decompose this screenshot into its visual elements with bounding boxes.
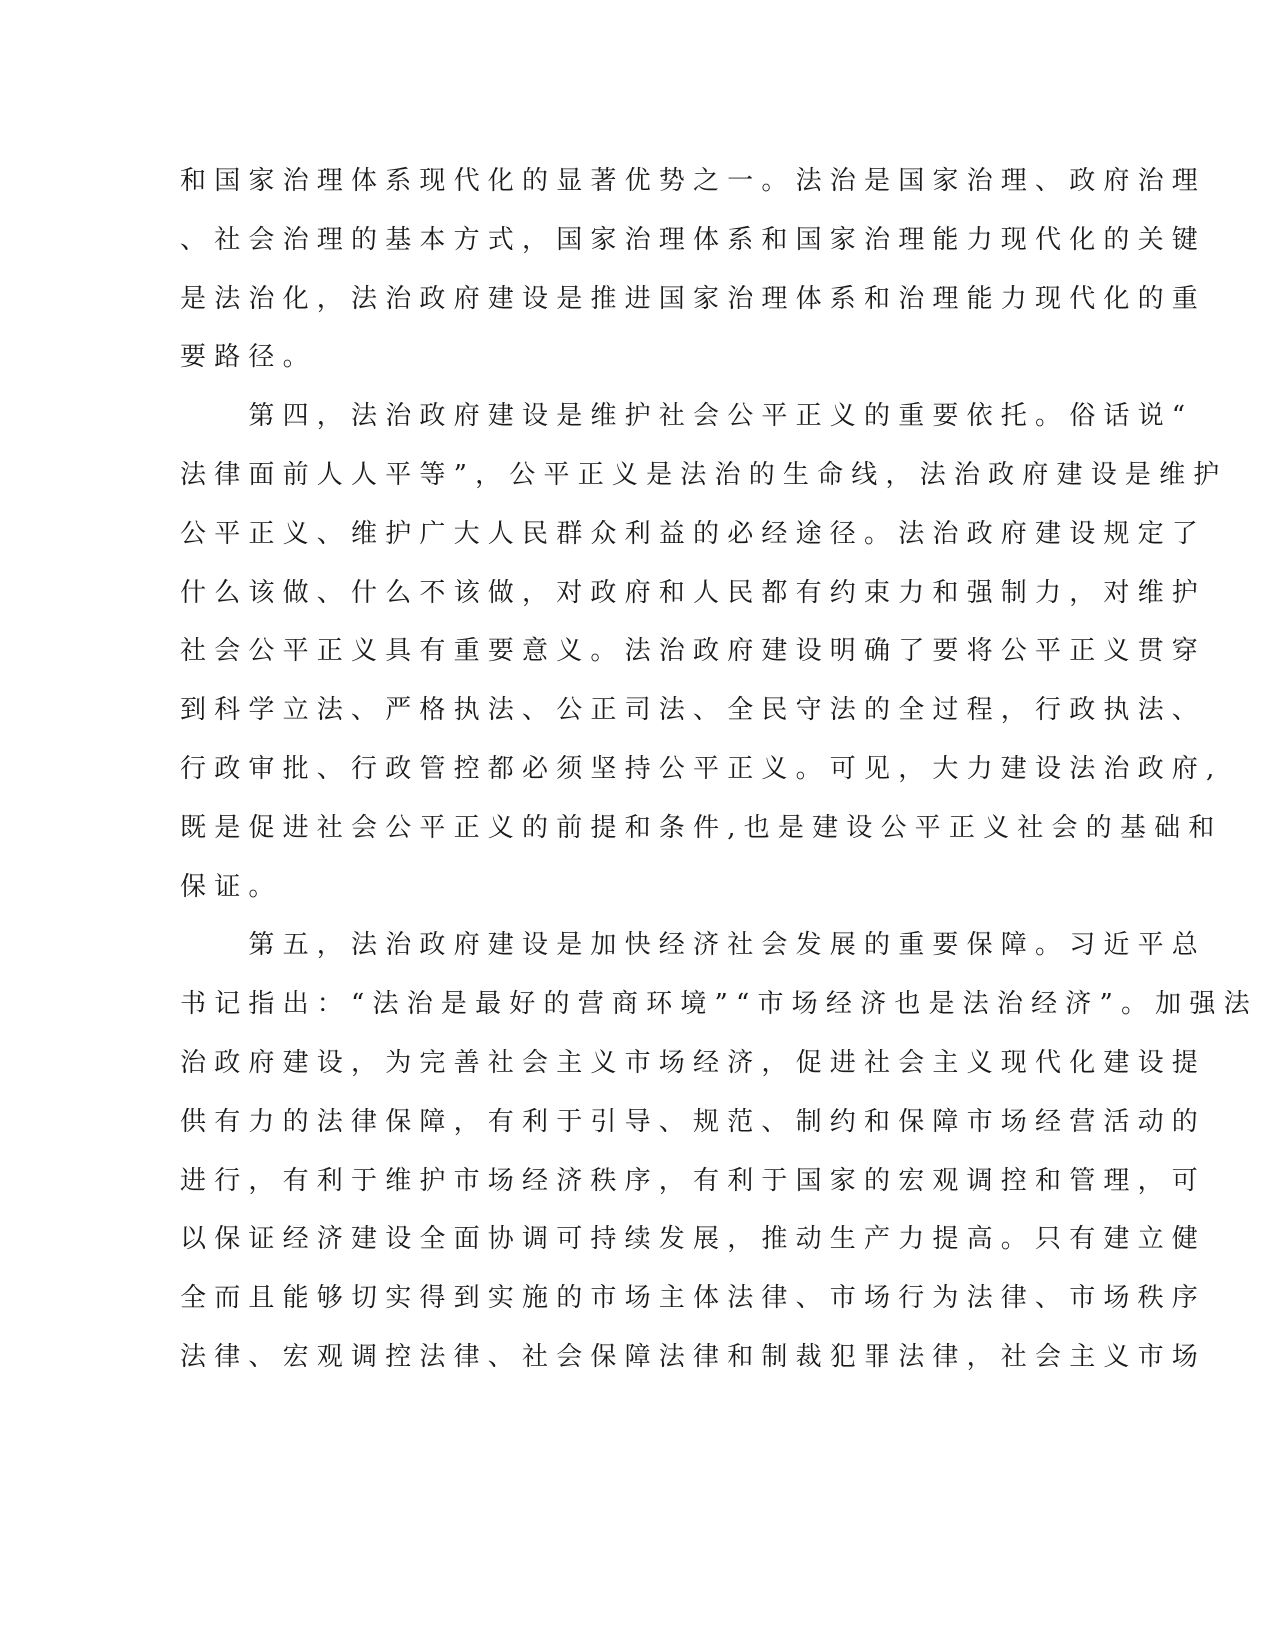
text-line: 进行，有利于维护市场经济秩序，有利于国家的宏观调控和管理，可 [180,1165,1207,1196]
text-line: 法律、宏观调控法律、社会保障法律和制裁犯罪法律，社会主义市场 [180,1341,1207,1372]
text-line: 是法治化，法治政府建设是推进国家治理体系和治理能力现代化的重 [180,283,1207,314]
text-line: 供有力的法律保障，有利于引导、规范、制约和保障市场经营活动的 [180,1106,1207,1137]
text-line: 到科学立法、严格执法、公正司法、全民守法的全过程，行政执法、 [180,695,1207,726]
document-body [180,152,1258,1387]
text-line: 全而且能够切实得到实施的市场主体法律、市场行为法律、市场秩序 [180,1283,1207,1314]
text-line: 什么该做、什么不该做，对政府和人民都有约束力和强制力，对维护 [180,577,1207,608]
text-line: 社会公平正义具有重要意义。法治政府建设明确了要将公平正义贯穿 [180,636,1207,667]
text-line: 公平正义、维护广大人民群众利益的必经途径。法治政府建设规定了 [180,518,1207,549]
text-line: 行政审批、行政管控都必须坚持公平正义。可见，大力建设法治政府, [180,753,1223,784]
text-line: 、社会治理的基本方式，国家治理体系和国家治理能力现代化的关键 [180,224,1207,255]
text-line: 保证。 [180,871,283,902]
text-line: 第四，法治政府建设是维护社会公平正义的重要依托。俗话说“ [180,401,1194,432]
text-line: 和国家治理体系现代化的显著优势之一。法治是国家治理、政府治理 [180,166,1207,196]
text-line: 书记指出：“法治是最好的营商环境”“市场经济也是法治经济”。加强法 [180,989,1258,1020]
text-line: 治政府建设，为完善社会主义市场经济，促进社会主义现代化建设提 [180,1047,1207,1078]
text-line: 要路径。 [180,342,317,373]
text-line: 第五，法治政府建设是加快经济社会发展的重要保障。习近平总 [180,930,1207,961]
text-line: 既是促进社会公平正义的前提和条件,也是建设公平正义社会的基础和 [180,812,1223,843]
text-line: 法律面前人人平等”，公平正义是法治的生命线，法治政府建设是维护 [180,459,1228,490]
text-line: 以保证经济建设全面协调可持续发展，推动生产力提高。只有建立健 [180,1224,1207,1255]
